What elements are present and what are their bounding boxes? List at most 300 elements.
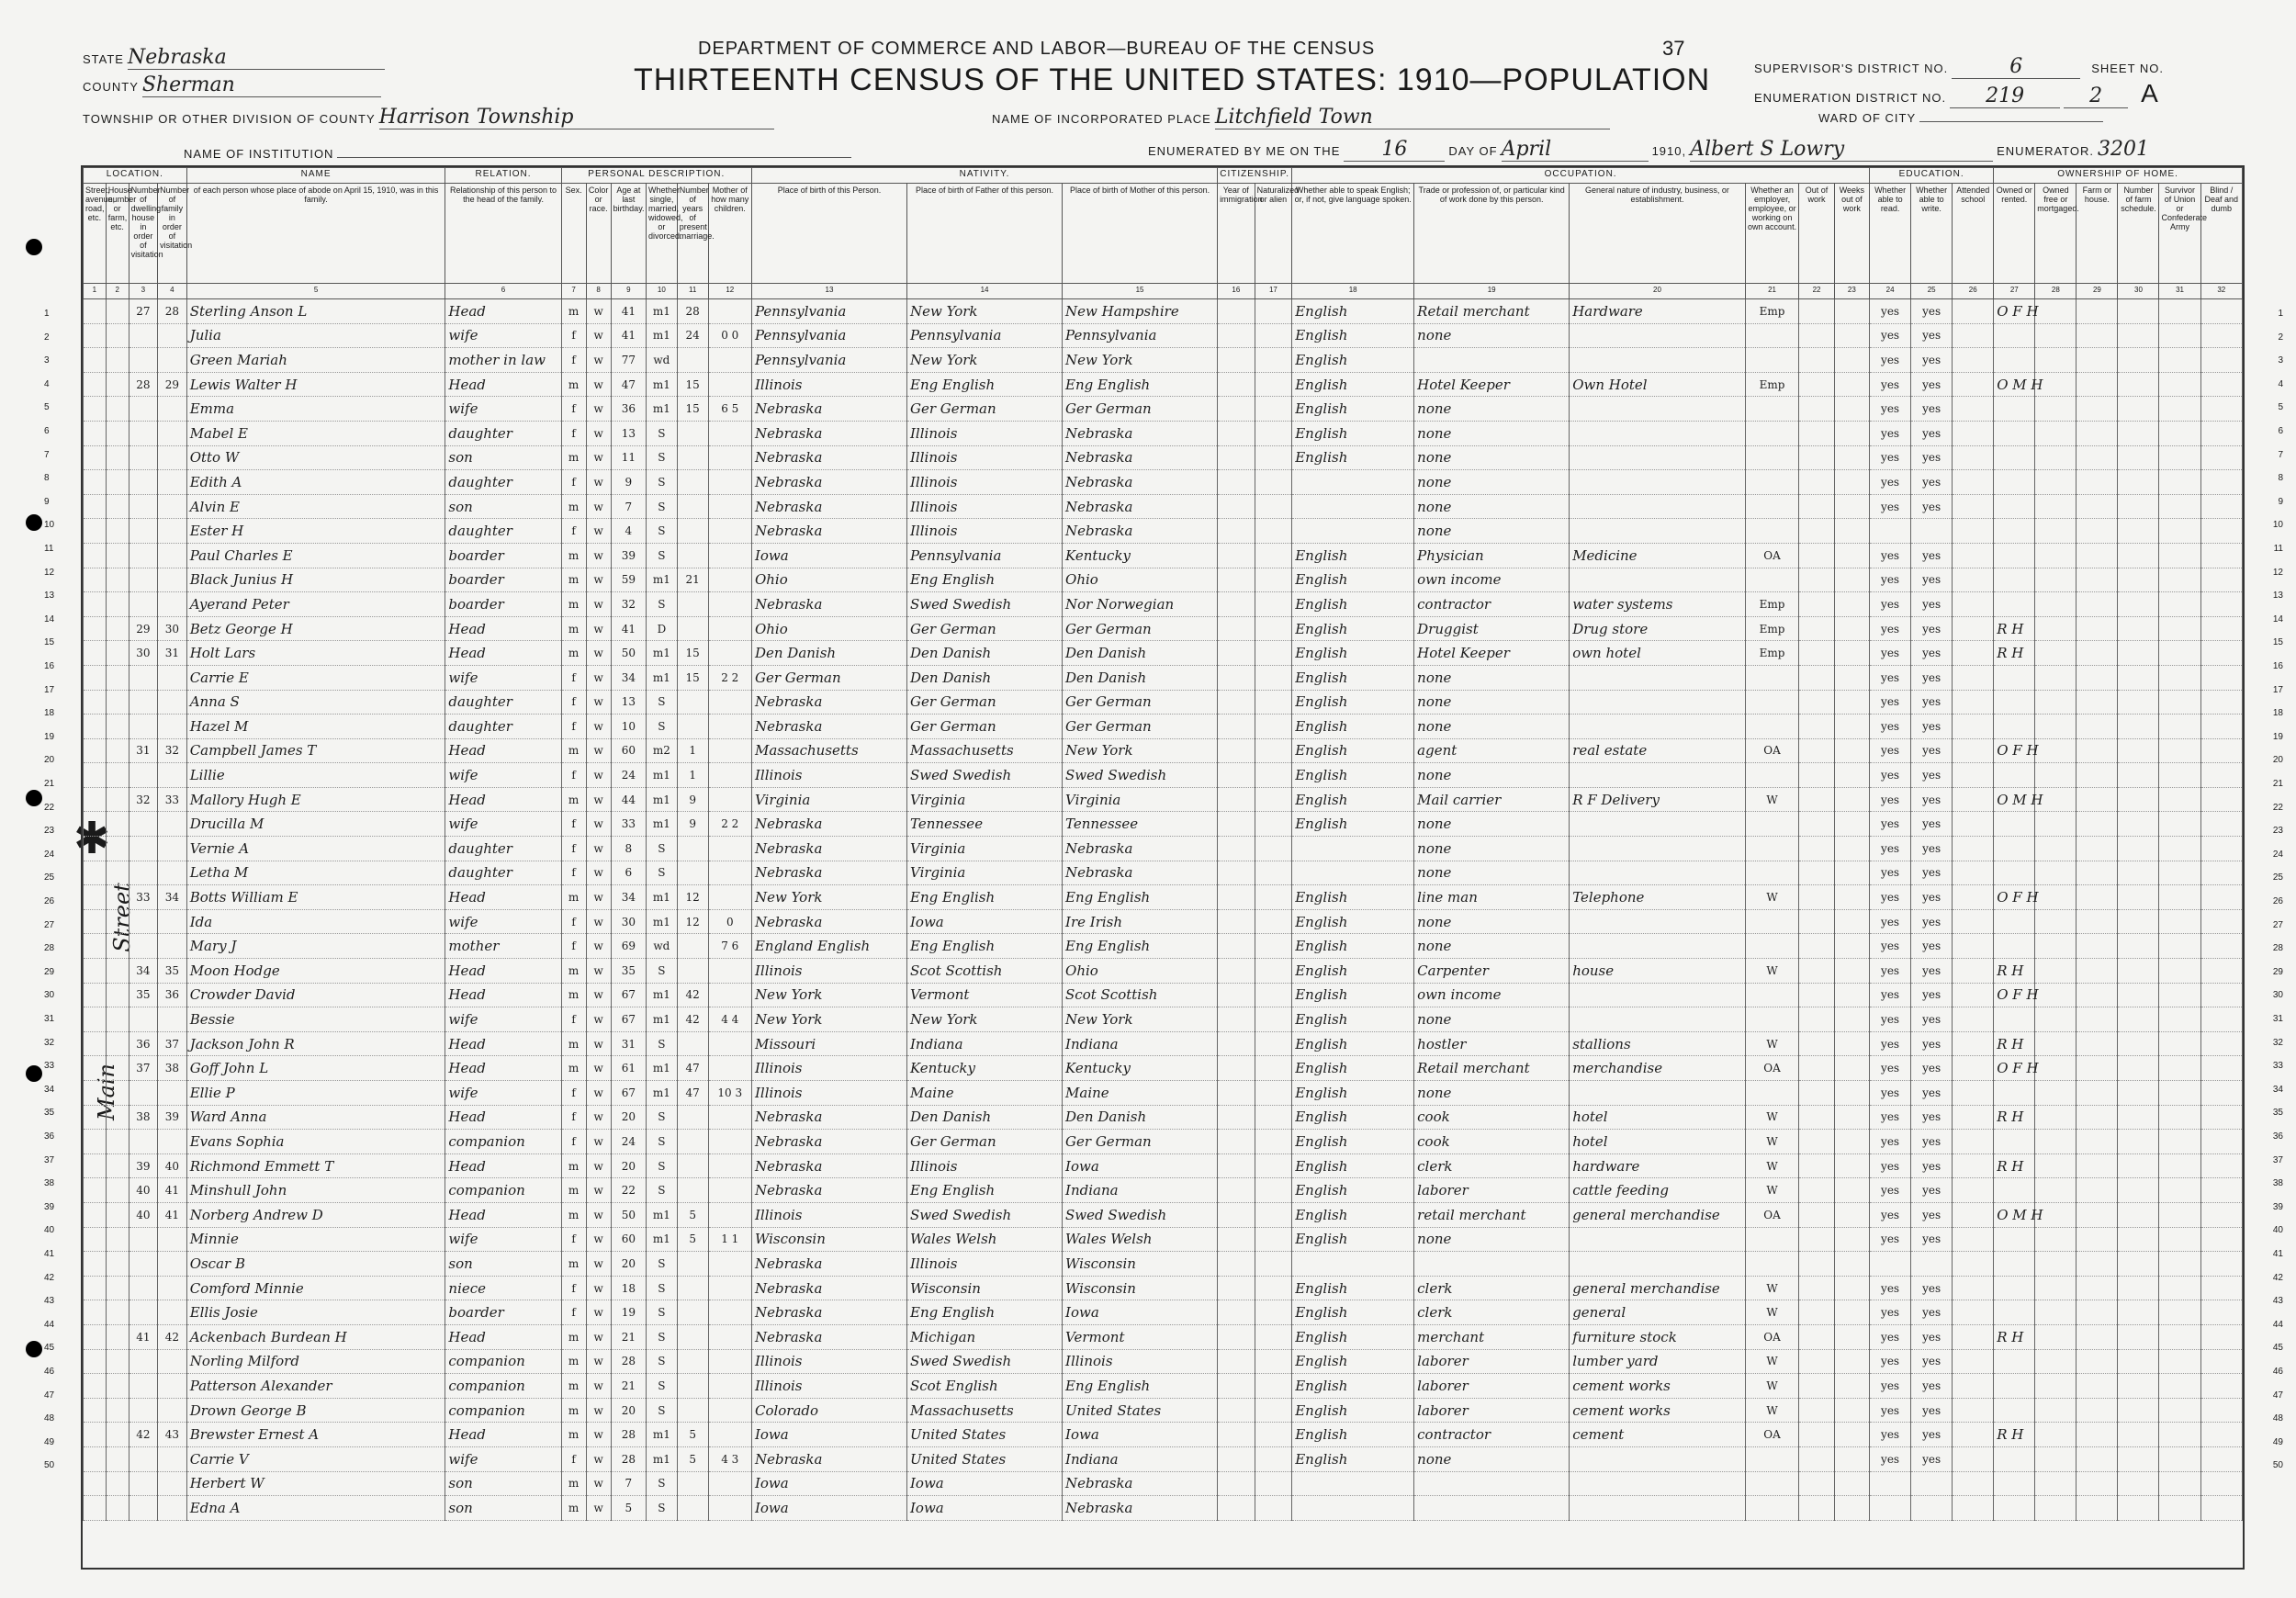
empty-cell: [84, 1081, 107, 1106]
empty-cell: [1799, 934, 1834, 959]
empty-cell: [1799, 1324, 1834, 1349]
cell-eng: English: [1292, 397, 1414, 422]
cell-name: Ellie P: [186, 1081, 445, 1106]
cell-ind: [1570, 519, 1746, 544]
incorporated-line: [992, 106, 1610, 129]
empty-cell: [2077, 665, 2118, 690]
cell-ind: hotel: [1570, 1105, 1746, 1130]
empty-cell: [1218, 665, 1255, 690]
cell-eng: English: [1292, 1007, 1414, 1032]
cell-sex: f: [561, 812, 586, 837]
empty-cell: [2035, 494, 2077, 519]
empty-cell: [1255, 323, 1292, 348]
cell-pob: Nebraska: [751, 837, 906, 861]
cell-sex: f: [561, 470, 586, 495]
empty-cell: [84, 1056, 107, 1081]
cell-ch: [708, 1178, 751, 1203]
cell-ch: [708, 1471, 751, 1496]
cell-ind: Own Hotel: [1570, 372, 1746, 397]
line-number-right: 2: [2278, 332, 2283, 343]
sheet-label: SHEET NO.: [2091, 62, 2165, 75]
cell-ms: D: [646, 616, 677, 641]
cell-age: 67: [611, 1081, 646, 1106]
empty-cell: [2077, 861, 2118, 885]
cell-yrs: [677, 1496, 708, 1521]
cell-trade: [1414, 1496, 1570, 1521]
cell-yrs: [677, 494, 708, 519]
empty-cell: [84, 1374, 107, 1399]
cell-ch: [708, 1105, 751, 1130]
empty-cell: [1218, 616, 1255, 641]
cell-age: 22: [611, 1178, 646, 1203]
cell-yrs: [677, 616, 708, 641]
empty-cell: [1255, 1300, 1292, 1325]
empty-cell: [1799, 812, 1834, 837]
empty-cell: [1834, 934, 1869, 959]
empty-cell: [1834, 348, 1869, 373]
empty-cell: [2118, 1252, 2159, 1277]
cell-emp: [1745, 1496, 1799, 1521]
cell-ind: [1570, 470, 1746, 495]
empty-cell: [1953, 641, 1994, 666]
census-table: [83, 167, 2243, 1521]
cell-read: yes: [1870, 1446, 1911, 1471]
empty-cell: [1799, 1227, 1834, 1252]
empty-cell: [1953, 1031, 1994, 1056]
empty-cell: [1255, 909, 1292, 934]
cell-fpob: Illinois: [907, 494, 1063, 519]
cell-pob: Iowa: [751, 1496, 906, 1521]
cell-read: [1870, 519, 1911, 544]
cell-ch: [708, 1056, 751, 1081]
cell-fpob: Wisconsin: [907, 1276, 1063, 1300]
cell-pob: Nebraska: [751, 397, 906, 422]
empty-cell: [106, 690, 129, 715]
cell-dw: [129, 837, 158, 861]
cell-emp: [1745, 665, 1799, 690]
line-number-left: 49: [44, 1436, 55, 1447]
empty-cell: [1255, 421, 1292, 445]
empty-cell: [2159, 397, 2200, 422]
empty-cell: [1834, 1178, 1869, 1203]
empty-cell: [1953, 690, 1994, 715]
cell-sex: m: [561, 445, 586, 470]
cell-pob: Nebraska: [751, 1105, 906, 1130]
column-header: House number or farm, etc.: [106, 184, 129, 284]
cell-name: Anna S: [186, 690, 445, 715]
line-number-right: 28: [2272, 943, 2283, 954]
empty-cell: [1255, 1227, 1292, 1252]
cell-ms: S: [646, 1252, 677, 1277]
cell-read: yes: [1870, 1227, 1911, 1252]
cell-name: Evans Sophia: [186, 1130, 445, 1154]
enumerated-line: [1148, 138, 2149, 162]
cell-ms: S: [646, 1300, 677, 1325]
cell-trade: none: [1414, 934, 1570, 959]
cell-fam: 38: [158, 1056, 187, 1081]
empty-cell: [1953, 568, 1994, 592]
cell-pob: Nebraska: [751, 470, 906, 495]
cell-own: [1994, 1300, 2035, 1325]
empty-cell: [1953, 1276, 1994, 1300]
table-row: [84, 1446, 2243, 1471]
column-number: 19: [1414, 284, 1570, 299]
empty-cell: [2200, 592, 2242, 617]
column-header: General nature of industry, business, or establishment.: [1570, 184, 1746, 284]
page-title: THIRTEENTH CENSUS OF THE UNITED STATES: 1910—POPULATION: [634, 62, 1711, 97]
empty-cell: [2200, 397, 2242, 422]
cell-dw: 42: [129, 1423, 158, 1447]
cell-race: w: [586, 690, 611, 715]
cell-yrs: [677, 592, 708, 617]
empty-cell: [1799, 690, 1834, 715]
empty-cell: [1953, 494, 1994, 519]
cell-sex: f: [561, 1130, 586, 1154]
cell-eng: English: [1292, 1324, 1414, 1349]
empty-cell: [1255, 1202, 1292, 1227]
empty-cell: [1953, 763, 1994, 788]
table-row: [84, 738, 2243, 763]
empty-cell: [2035, 1178, 2077, 1203]
cell-ch: [708, 519, 751, 544]
group-citizenship: CITIZENSHIP.: [1218, 168, 1292, 184]
line-number-left: 35: [44, 1108, 55, 1119]
cell-trade: cook: [1414, 1130, 1570, 1154]
cell-fpob: Ger German: [907, 690, 1063, 715]
cell-dw: [129, 763, 158, 788]
empty-cell: [2159, 323, 2200, 348]
cell-fpob: Swed Swedish: [907, 763, 1063, 788]
line-number-left: 50: [44, 1460, 55, 1471]
empty-cell: [1255, 519, 1292, 544]
empty-cell: [2077, 909, 2118, 934]
cell-trade: line man: [1414, 885, 1570, 910]
empty-cell: [1255, 837, 1292, 861]
table-row: [84, 470, 2243, 495]
cell-ms: S: [646, 421, 677, 445]
empty-cell: [1218, 934, 1255, 959]
cell-ch: [708, 1300, 751, 1325]
empty-cell: [1255, 1398, 1292, 1423]
line-number-right: 27: [2272, 919, 2283, 930]
cell-sex: m: [561, 592, 586, 617]
empty-cell: [84, 1130, 107, 1154]
empty-cell: [1799, 397, 1834, 422]
cell-ind: [1570, 909, 1746, 934]
institution-value: [337, 142, 851, 158]
cell-dw: 27: [129, 299, 158, 324]
cell-yrs: 5: [677, 1423, 708, 1447]
cell-own: O F H: [1994, 738, 2035, 763]
cell-ch: [708, 1423, 751, 1447]
column-header: Mother of how many children.: [708, 184, 751, 284]
cell-fam: 41: [158, 1178, 187, 1203]
cell-read: yes: [1870, 690, 1911, 715]
cell-rel: boarder: [445, 543, 561, 568]
cell-ms: m2: [646, 738, 677, 763]
cell-fpob: Maine: [907, 1081, 1063, 1106]
cell-read: yes: [1870, 1056, 1911, 1081]
cell-mpob: Eng English: [1063, 885, 1218, 910]
empty-cell: [1218, 861, 1255, 885]
cell-emp: [1745, 519, 1799, 544]
empty-cell: [1834, 715, 1869, 739]
cell-trade: cook: [1414, 1105, 1570, 1130]
cell-write: [1911, 1252, 1953, 1277]
cell-own: [1994, 397, 2035, 422]
empty-cell: [1255, 494, 1292, 519]
cell-yrs: 12: [677, 909, 708, 934]
cell-write: yes: [1911, 445, 1953, 470]
cell-yrs: [677, 445, 708, 470]
cell-pob: Illinois: [751, 959, 906, 984]
empty-cell: [1218, 323, 1255, 348]
cell-fam: 40: [158, 1153, 187, 1178]
cell-fpob: Swed Swedish: [907, 1349, 1063, 1374]
cell-trade: Druggist: [1414, 616, 1570, 641]
empty-cell: [2077, 1056, 2118, 1081]
table-row: [84, 543, 2243, 568]
empty-cell: [1799, 738, 1834, 763]
cell-write: yes: [1911, 1398, 1953, 1423]
cell-name: Oscar B: [186, 1252, 445, 1277]
cell-yrs: [677, 1471, 708, 1496]
cell-mpob: Nebraska: [1063, 494, 1218, 519]
empty-cell: [2200, 1130, 2242, 1154]
line-number-right: 4: [2278, 378, 2283, 389]
margin-note-street: Street: [108, 883, 135, 952]
cell-fpob: New York: [907, 299, 1063, 324]
line-number-right: 21: [2272, 779, 2283, 789]
line-number-right: 42: [2272, 1272, 2283, 1283]
institution-label: NAME OF INSTITUTION: [184, 147, 334, 161]
empty-cell: [1218, 983, 1255, 1007]
cell-name: Campbell James T: [186, 738, 445, 763]
empty-cell: [1799, 323, 1834, 348]
empty-cell: [1953, 348, 1994, 373]
cell-read: yes: [1870, 1153, 1911, 1178]
empty-cell: [2077, 959, 2118, 984]
cell-sex: m: [561, 299, 586, 324]
cell-mpob: Ire Irish: [1063, 909, 1218, 934]
empty-cell: [2159, 1056, 2200, 1081]
empty-cell: [2035, 1031, 2077, 1056]
cell-yrs: 12: [677, 885, 708, 910]
cell-dw: 34: [129, 959, 158, 984]
empty-cell: [2077, 1324, 2118, 1349]
empty-cell: [2159, 519, 2200, 544]
cell-sex: f: [561, 909, 586, 934]
cell-fam: [158, 1276, 187, 1300]
empty-cell: [1255, 787, 1292, 812]
cell-pob: Colorado: [751, 1398, 906, 1423]
empty-cell: [1218, 1398, 1255, 1423]
cell-ms: m1: [646, 1423, 677, 1447]
empty-cell: [2200, 715, 2242, 739]
cell-rel: daughter: [445, 470, 561, 495]
empty-cell: [2035, 592, 2077, 617]
cell-emp: [1745, 421, 1799, 445]
empty-cell: [2077, 543, 2118, 568]
line-number-left: 41: [44, 1249, 55, 1259]
cell-pob: Nebraska: [751, 1300, 906, 1325]
cell-dw: [129, 445, 158, 470]
empty-cell: [2077, 519, 2118, 544]
line-number-right: 29: [2272, 966, 2283, 977]
cell-pob: Nebraska: [751, 1252, 906, 1277]
empty-cell: [1834, 763, 1869, 788]
cell-rel: Head: [445, 1056, 561, 1081]
cell-race: w: [586, 1349, 611, 1374]
cell-ind: cement works: [1570, 1374, 1746, 1399]
empty-cell: [84, 763, 107, 788]
cell-age: 47: [611, 372, 646, 397]
cell-ms: S: [646, 1276, 677, 1300]
cell-pob: Nebraska: [751, 1130, 906, 1154]
empty-cell: [2159, 787, 2200, 812]
cell-ms: S: [646, 1130, 677, 1154]
empty-cell: [106, 738, 129, 763]
cell-own: O M H: [1994, 1202, 2035, 1227]
line-number-left: 43: [44, 1296, 55, 1307]
cell-eng: English: [1292, 421, 1414, 445]
cell-race: w: [586, 934, 611, 959]
cell-read: yes: [1870, 959, 1911, 984]
cell-own: [1994, 837, 2035, 861]
empty-cell: [1834, 592, 1869, 617]
empty-cell: [84, 1276, 107, 1300]
cell-write: [1911, 1471, 1953, 1496]
cell-write: yes: [1911, 592, 1953, 617]
cell-emp: W: [1745, 1130, 1799, 1154]
cell-trade: none: [1414, 323, 1570, 348]
line-number-left: 21: [44, 779, 55, 789]
empty-cell: [84, 372, 107, 397]
line-number-right: 32: [2272, 1037, 2283, 1048]
cell-pob: Nebraska: [751, 494, 906, 519]
empty-cell: [2077, 715, 2118, 739]
line-number-right: 41: [2272, 1249, 2283, 1259]
cell-pob: Iowa: [751, 1471, 906, 1496]
cell-mpob: Indiana: [1063, 1178, 1218, 1203]
empty-cell: [1834, 397, 1869, 422]
table-row: [84, 787, 2243, 812]
empty-cell: [1953, 812, 1994, 837]
empty-cell: [1953, 299, 1994, 324]
empty-cell: [1255, 543, 1292, 568]
line-number-left: 2: [44, 332, 50, 343]
empty-cell: [1953, 616, 1994, 641]
cell-age: 20: [611, 1105, 646, 1130]
empty-cell: [1799, 665, 1834, 690]
cell-mpob: Den Danish: [1063, 641, 1218, 666]
empty-cell: [1953, 1423, 1994, 1447]
cell-own: R H: [1994, 1153, 2035, 1178]
cell-name: Botts William E: [186, 885, 445, 910]
empty-cell: [106, 421, 129, 445]
cell-pob: Illinois: [751, 763, 906, 788]
empty-cell: [1218, 1374, 1255, 1399]
cell-yrs: [677, 715, 708, 739]
empty-cell: [1255, 1349, 1292, 1374]
cell-name: Lillie: [186, 763, 445, 788]
cell-write: yes: [1911, 959, 1953, 984]
empty-cell: [84, 1300, 107, 1325]
line-number-right: 37: [2272, 1154, 2283, 1165]
table-row: [84, 1349, 2243, 1374]
cell-yrs: [677, 519, 708, 544]
cell-ms: wd: [646, 348, 677, 373]
empty-cell: [84, 934, 107, 959]
cell-fam: [158, 568, 187, 592]
empty-cell: [84, 1031, 107, 1056]
empty-cell: [2118, 494, 2159, 519]
empty-cell: [1255, 1105, 1292, 1130]
cell-age: 60: [611, 1227, 646, 1252]
cell-write: yes: [1911, 1300, 1953, 1325]
cell-read: yes: [1870, 397, 1911, 422]
line-number-right: 1: [2278, 309, 2283, 319]
cell-pob: Ohio: [751, 568, 906, 592]
cell-yrs: 5: [677, 1446, 708, 1471]
cell-eng: English: [1292, 1202, 1414, 1227]
cell-sex: m: [561, 1252, 586, 1277]
cell-age: 69: [611, 934, 646, 959]
empty-cell: [2118, 787, 2159, 812]
cell-rel: Head: [445, 1153, 561, 1178]
empty-cell: [2159, 543, 2200, 568]
empty-cell: [1953, 738, 1994, 763]
cell-fam: [158, 1349, 187, 1374]
empty-cell: [1255, 1324, 1292, 1349]
cell-pob: Illinois: [751, 1374, 906, 1399]
cell-write: yes: [1911, 1349, 1953, 1374]
cell-mpob: Indiana: [1063, 1446, 1218, 1471]
empty-cell: [2200, 1178, 2242, 1203]
cell-fpob: Virginia: [907, 837, 1063, 861]
column-number: 15: [1063, 284, 1218, 299]
cell-name: Minnie: [186, 1227, 445, 1252]
cell-eng: [1292, 470, 1414, 495]
cell-read: yes: [1870, 445, 1911, 470]
empty-cell: [2118, 397, 2159, 422]
cell-yrs: 5: [677, 1227, 708, 1252]
cell-mpob: Ger German: [1063, 715, 1218, 739]
empty-cell: [1799, 592, 1834, 617]
cell-age: 6: [611, 861, 646, 885]
empty-cell: [2200, 299, 2242, 324]
line-number-left: 9: [44, 496, 50, 507]
empty-cell: [2200, 1324, 2242, 1349]
empty-cell: [2159, 1349, 2200, 1374]
cell-mpob: Nebraska: [1063, 445, 1218, 470]
cell-name: Ida: [186, 909, 445, 934]
cell-write: yes: [1911, 568, 1953, 592]
empty-cell: [106, 1471, 129, 1496]
cell-race: w: [586, 1202, 611, 1227]
empty-cell: [2118, 1446, 2159, 1471]
cell-own: [1994, 934, 2035, 959]
cell-rel: son: [445, 1252, 561, 1277]
cell-ind: [1570, 983, 1746, 1007]
cell-race: w: [586, 861, 611, 885]
empty-cell: [1834, 421, 1869, 445]
cell-age: 36: [611, 397, 646, 422]
line-number-left: 36: [44, 1131, 55, 1142]
cell-eng: English: [1292, 445, 1414, 470]
cell-yrs: [677, 1178, 708, 1203]
cell-ms: S: [646, 494, 677, 519]
